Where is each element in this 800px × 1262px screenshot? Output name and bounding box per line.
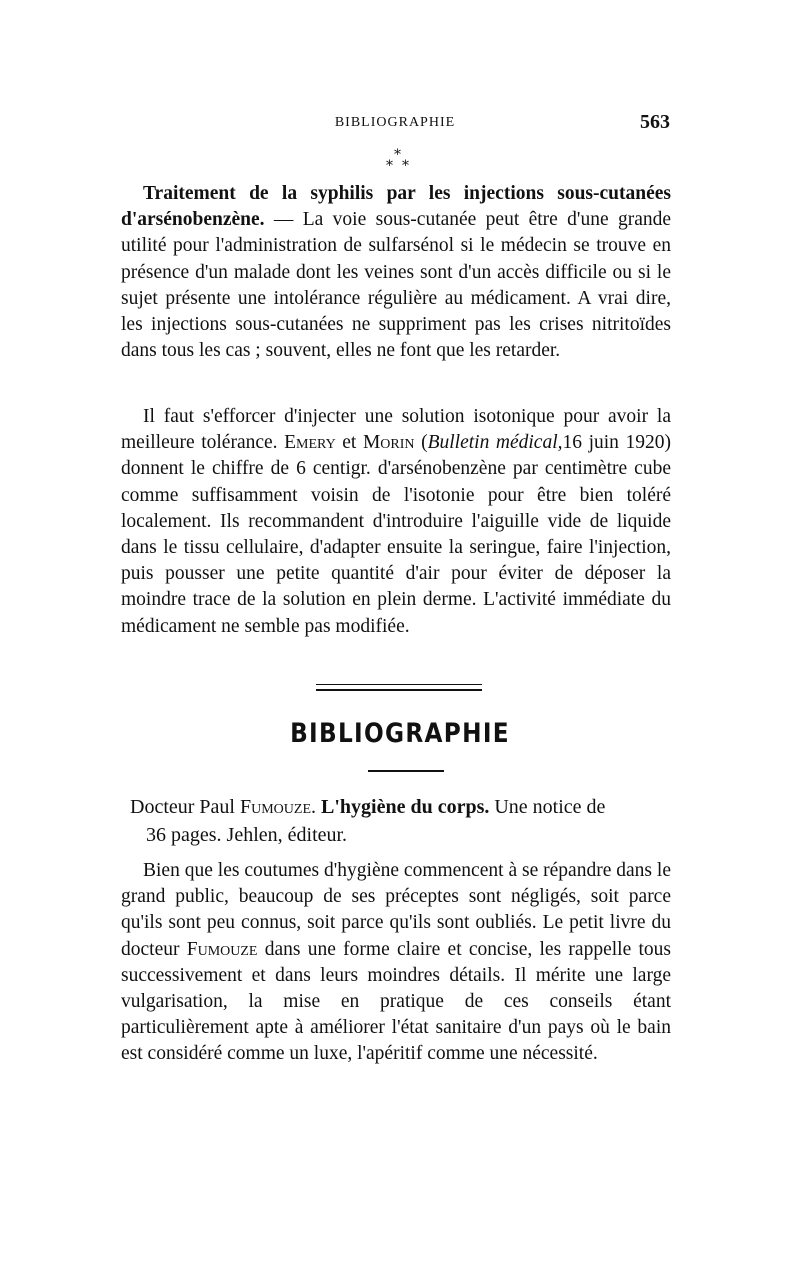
divider-line: [316, 684, 482, 685]
title-dash: —: [264, 209, 303, 231]
heading-underline: [368, 770, 444, 772]
book-review: [121, 858, 671, 1068]
article-syphilis-treatment: [121, 181, 671, 364]
paragraph-text: 16 juin 1920) donnent le chiffre de 6 centigr. d'arsénobenzène par centimètre cube comme suffisamment voisin de l'isotonie pour être bien toléré localement. Ils recommandent d'introduire l'aiguille vide de liquide dans le tissu cellulaire, d'adapter ensuite la seringue, faire l'injection, puis pousser une petite quantité d'air pour éviter de déposer la moindre trace de la solution en plein derme. L'activité immédiate du médicament ne semble pas modifiée.: [121, 432, 671, 637]
running-head: [120, 111, 670, 139]
section-divider: [316, 684, 482, 692]
review-author: Fumouze: [186, 938, 258, 960]
section-heading: BIBLIOGRAPHIE: [290, 718, 510, 749]
article-paragraph-2: [121, 404, 671, 640]
author-name: Emery: [284, 432, 336, 454]
asterisk-icon: *: [386, 158, 393, 174]
review-text: Bien que les coutumes d'hygiène commencent à se répandre dans le grand public, beaucoup de ses préceptes sont négligés, soit parce qu'ils sont peu connus, soit parce qu'ils sont oubliés. Le petit livre du docteur: [121, 860, 671, 960]
paragraph-intro: Il faut s'efforcer d'injecter une solution isotonique pour avoir la meilleure tolérance.: [121, 406, 671, 454]
citation-author: Fumouze: [239, 796, 311, 818]
conjunction: et: [335, 432, 363, 454]
citation-period: .: [311, 796, 321, 818]
review-text: dans une forme claire et concise, les rappelle tous successivement et dans leurs moindres détails. Il mérite une large vulgarisation, la mise en pratique de ces conseils étant particulièrement apte à améliorer l'état sanitaire d'un pays où le bain est considéré comme un luxe, l'apéritif comme une nécessité.: [121, 938, 671, 1065]
running-head-title: BIBLIOGRAPHIE: [334, 115, 456, 130]
asterism-separator: [380, 148, 420, 178]
open-parenthesis: (: [414, 432, 428, 454]
paragraph-text: La voie sous-cutanée peut être d'une grande utilité pour l'administration de sulfarsénol si le médecin se trouve en présence d'un malade dont les veines sont d'un accès difficile ou si le sujet présente une intolérance régulière au médicament. A vrai dire, les injections sous-cutanées ne suppriment pas les crises nitritoïdes dans tous les cas ; souvent, elles ne font que les retarder.: [121, 209, 672, 362]
citation-prefix: Docteur Paul: [130, 796, 240, 818]
divider-line: [316, 689, 482, 691]
citation-notice: Une notice de: [489, 796, 606, 818]
book-citation: [130, 793, 675, 849]
author-name: Morin: [362, 432, 415, 454]
asterisk-icon: *: [394, 147, 401, 163]
article-title: Traitement de la syphilis par les injections sous-cutanées d'arsénobenzène.: [121, 183, 671, 231]
journal-name: Bulletin médical,: [427, 432, 563, 454]
citation-publisher: 36 pages. Jehlen, éditeur.: [146, 824, 348, 846]
article-syphilis-treatment-continued: [121, 404, 671, 640]
asterisk-icon: *: [402, 158, 409, 174]
article-paragraph-1: [121, 181, 671, 364]
review-paragraph: [121, 858, 671, 1068]
citation-title: L'hygiène du corps.: [321, 796, 490, 818]
page-number: 563: [640, 111, 670, 133]
